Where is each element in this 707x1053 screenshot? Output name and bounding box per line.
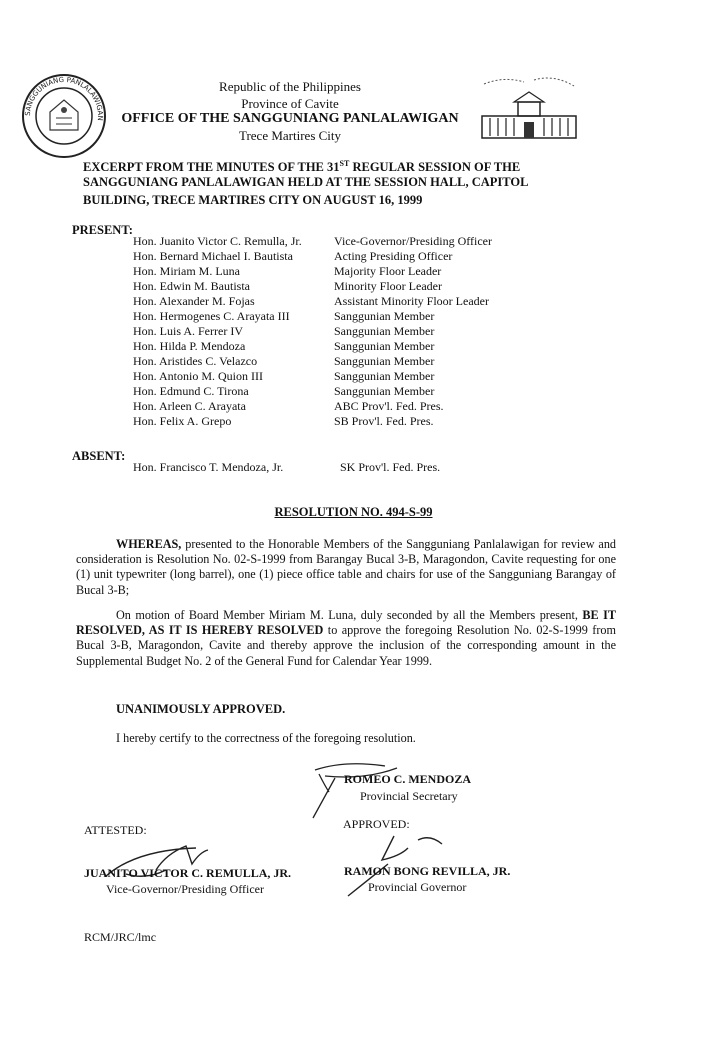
present-member-name: Hon. Felix A. Grepo (133, 414, 232, 428)
city-line: Trece Martires City (238, 128, 342, 143)
present-member-name: Hon. Miriam M. Luna (133, 264, 240, 278)
present-member-position: Assistant Minority Floor Leader (334, 294, 489, 308)
whereas-paragraph: WHEREAS, presented to the Honorable Members of the Sangguniang Panlalawigan for review and consideration is Resolution No. 02-S-1999 from Barangay Bucal 3-B, Maragondon, Cavite requesting for one (1) unit typewriter (long barrel), one (1) piece office table and chairs for use of the Sangguniang Barangay of Bucal 3-B; (76, 537, 617, 597)
present-member-name: Hon. Antonio M. Quion III (133, 369, 263, 383)
absent-member-name: Hon. Francisco T. Mendoza, Jr. (133, 460, 284, 474)
republic-line: Republic of the Philippines (219, 79, 361, 94)
present-member-position: Acting Presiding Officer (334, 249, 453, 263)
present-member-position: Sanggunian Member (334, 309, 435, 323)
resolution-number: RESOLUTION NO. 494-S-99 (274, 505, 433, 519)
office-line: OFFICE OF THE SANGGUNIANG PANLALAWIGAN (121, 111, 459, 126)
present-member-name: Hon. Bernard Michael I. Bautista (133, 249, 293, 263)
present-member-position: Vice-Governor/Presiding Officer (334, 234, 493, 248)
excerpt-title-line3: BUILDING, TRECE MARTIRES CITY ON AUGUST 16, 1999 (83, 193, 423, 207)
unanimous-approval: UNANIMOUSLY APPROVED. (116, 702, 286, 716)
governor-title: Provincial Governor (368, 880, 467, 894)
attested-label: ATTESTED: (84, 823, 147, 837)
province-line: Province of Cavite (241, 96, 339, 111)
vice-governor-title: Vice-Governor/Presiding Officer (106, 882, 265, 896)
excerpt-title-line1: EXCERPT FROM THE MINUTES OF THE 31ST REGULAR SESSION OF THE (83, 159, 521, 175)
present-member-name: Hon. Arleen C. Arayata (133, 399, 246, 413)
present-member-name: Hon. Luis A. Ferrer IV (133, 324, 243, 338)
vice-governor-name: JUANITO VICTOR C. REMULLA, JR. (84, 866, 292, 880)
motion-paragraph: On motion of Board Member Miriam M. Luna, duly seconded by all the Members present, BE IT RESOLVED, AS IT IS HEREBY RESOLVED to approve the foregoing Resolution No. 02-S-1999 from Bucal 3-B, Maragondon, Cavite and thereby approve the inclusion of the corresponding amount in the Supplemental Budget No. 2 of the General Fund for Calendar Year 1999. (76, 608, 616, 668)
governor-name: RAMON BONG REVILLA, JR. (344, 864, 511, 878)
reference-initials: RCM/JRC/lmc (84, 930, 157, 944)
present-member-position: ABC Prov'l. Fed. Pres. (334, 399, 444, 413)
absent-member-position: SK Prov'l. Fed. Pres. (340, 460, 441, 474)
present-member-position: Sanggunian Member (334, 354, 435, 368)
present-member-position: Sanggunian Member (334, 369, 435, 383)
present-member-name: Hon. Hermogenes C. Arayata III (133, 309, 290, 323)
present-member-position: Sanggunian Member (334, 384, 435, 398)
present-member-position: Sanggunian Member (334, 339, 435, 353)
excerpt-title-line2: SANGGUNIANG PANLALAWIGAN HELD AT THE SESSION HALL, CAPITOL (83, 175, 529, 189)
present-member-name: Hon. Juanito Victor C. Remulla, Jr. (133, 234, 302, 248)
present-member-position: Minority Floor Leader (334, 279, 442, 293)
present-member-name: Hon. Aristides C. Velazco (133, 354, 258, 368)
present-member-position: SB Prov'l. Fed. Pres. (334, 414, 434, 428)
certification-statement: I hereby certify to the correctness of the foregoing resolution. (116, 731, 416, 745)
present-member-position: Sanggunian Member (334, 324, 435, 338)
seal-text: SANGGUNIANG PANLALAWIGAN (23, 75, 105, 121)
present-member-name: Hon. Edmund C. Tirona (133, 384, 249, 398)
secretary-title: Provincial Secretary (360, 789, 458, 803)
approved-label: APPROVED: (343, 817, 410, 831)
present-member-name: Hon. Edwin M. Bautista (133, 279, 250, 293)
provincial-seal (20, 72, 108, 160)
present-member-name: Hon. Alexander M. Fojas (133, 294, 255, 308)
secretary-name: ROMEO C. MENDOZA (344, 772, 471, 786)
capitol-building-logo (474, 72, 584, 144)
present-label: PRESENT: (72, 223, 133, 237)
present-member-name: Hon. Hilda P. Mendoza (133, 339, 246, 353)
present-member-position: Majority Floor Leader (334, 264, 442, 278)
absent-label: ABSENT: (72, 449, 126, 463)
